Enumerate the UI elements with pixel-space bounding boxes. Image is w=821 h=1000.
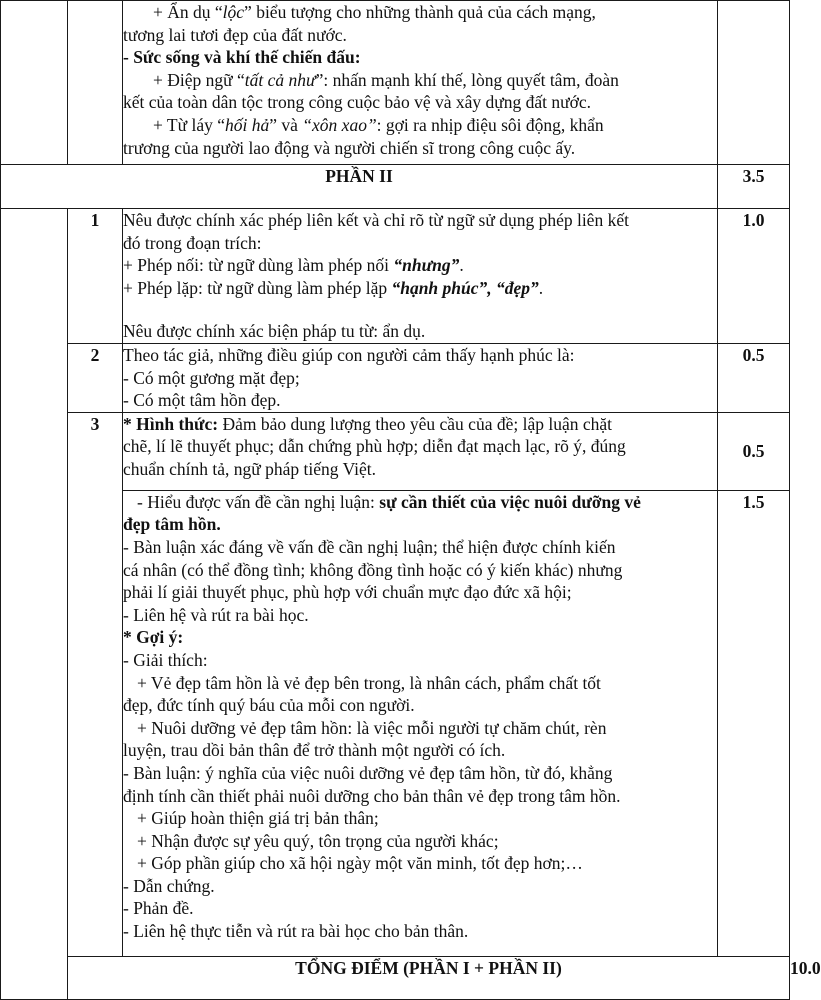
q2-line: Theo tác giả, những điều giúp con người cảm thấy hạnh phúc là: — [123, 345, 575, 365]
question-cell-empty — [68, 1, 123, 165]
q3-line: - Bàn luận xác đáng về vấn đề cần nghị luận; thể hiện được chính kiến — [123, 536, 616, 557]
q3-line: - Phản đề. — [123, 898, 194, 919]
q3-hint-heading: * Gợi ý: — [123, 627, 184, 648]
q3-line: + Nhận được sự yêu quý, tôn trọng của người khác; — [137, 830, 499, 851]
question-1-number: 1 — [68, 209, 123, 344]
question-3-form-row — [1, 412, 790, 490]
part1-tail-content — [123, 1, 718, 165]
anaphora-line: + Điệp ngữ “tất cả như”: nhấn mạnh khí thế, lòng quyết tâm, đoàn — [153, 69, 619, 90]
q1-conjunction-line: + Phép nối: từ ngữ dùng làm phép nối “nhưng”. — [123, 255, 464, 276]
metaphor-line-cont: tương lai tươi đẹp của đất nước. — [123, 24, 347, 45]
q3-line: phải lí giải thuyết phục, phù hợp với chuẩn mực đạo đức xã hội; — [123, 582, 572, 603]
q3-line: - Liên hệ và rút ra bài học. — [123, 604, 309, 625]
q3-line: + Vẻ đẹp tâm hồn là vẻ đẹp bên trong, là nhân cách, phẩm chất tốt — [137, 672, 601, 693]
q3-line: - Giải thích: — [123, 649, 208, 670]
total-row: TỔNG ĐIỂM (PHẦN I + PHẦN II) 10.0 — [1, 956, 790, 999]
metaphor-line: + Ẩn dụ “lộc” biểu tượng cho những thành quả của cách mạng, — [153, 2, 596, 22]
question-1-row — [1, 209, 790, 344]
q3-line: đẹp, đức tính quý báu của mỗi con người. — [123, 695, 415, 716]
question-1-content — [123, 209, 718, 344]
q3-line: + Góp phần giúp cho xã hội ngày một văn minh, tốt đẹp hơn;… — [137, 853, 583, 874]
q2-line: - Có một gương mặt đẹp; — [123, 367, 300, 388]
question-3-form-content — [123, 412, 718, 490]
q3-form-line: chẽ, lí lẽ thuyết phục; dẫn chứng phù hợp; diễn đạt mạch lạc, rõ ý, đúng — [123, 436, 626, 457]
q3-form-line: chuẩn chính tả, ngữ pháp tiếng Việt. — [123, 458, 377, 479]
question-3-number: 3 — [68, 412, 123, 956]
part-cell-empty — [1, 1, 68, 165]
q3-line: - Liên hệ thực tiễn và rút ra bài học cho bản thân. — [123, 921, 469, 942]
q3-issue-line-cont: đẹp tâm hồn. — [123, 514, 221, 535]
q3-line: định tính cần thiết phải nuôi dưỡng cho bản thân vẻ đẹp trong tâm hồn. — [123, 785, 621, 806]
q3-line: luyện, trau dồi bản thân để trở thành một người có ích. — [123, 740, 506, 761]
reduplicative-line: + Từ láy “hối hả” và “xôn xao”: gợi ra nhịp điệu sôi động, khẩn — [153, 114, 604, 135]
score-cell-empty — [718, 1, 790, 165]
anaphora-line-cont: kết của toàn dân tộc trong công cuộc bảo vệ và xây dựng đất nước. — [123, 92, 591, 113]
question-3-content-score: 1.5 — [718, 490, 790, 956]
question-2-row — [1, 344, 790, 413]
vitality-heading: - Sức sống và khí thế chiến đấu: — [123, 47, 361, 68]
question-2-content — [123, 344, 718, 413]
q2-line: - Có một tâm hồn đẹp. — [123, 390, 281, 411]
q3-line: cá nhân (có thể đồng tình; không đồng tình hoặc có ý kiến khác) nhưng — [123, 559, 623, 580]
q3-line: - Bàn luận: ý nghĩa của việc nuôi dưỡng vẻ đẹp tâm hồn, từ đó, khẳng — [123, 762, 613, 783]
q1-line: Nêu được chính xác biện pháp tu từ: ẩn dụ. — [123, 321, 426, 342]
question-3-content — [123, 490, 718, 956]
q3-line: - Dẫn chứng. — [123, 875, 215, 896]
q3-issue-line: - Hiểu được vấn đề cần nghị luận: sự cần thiết của việc nuôi dưỡng vẻ — [137, 491, 641, 512]
question-2-number: 2 — [68, 344, 123, 413]
part1-tail-row — [1, 1, 790, 165]
q1-repetition-line: + Phép lặp: từ ngữ dùng làm phép lặp “hạnh phúc”, “đẹp”. — [123, 277, 544, 298]
q3-form-line: * Hình thức: Đảm bảo dung lượng theo yêu cầu của đề; lập luận chặt — [123, 413, 612, 434]
part2-header-row — [1, 165, 790, 209]
q3-line: + Giúp hoàn thiện giá trị bản thân; — [137, 808, 379, 829]
q1-line: Nêu được chính xác phép liên kết và chỉ rõ từ ngữ sử dụng phép liên kết — [123, 210, 629, 230]
q1-line: đó trong đoạn trích: — [123, 232, 262, 253]
total-label: TỔNG ĐIỂM (PHẦN I + PHẦN II) — [68, 956, 790, 999]
part2-score: 3.5 — [718, 165, 790, 209]
reduplicative-line-cont: trương của người lao động và người chiến sĩ trong công cuộc ấy. — [123, 137, 576, 158]
question-2-score: 0.5 — [718, 344, 790, 413]
part2-title: PHẦN II — [1, 165, 718, 209]
q3-line: + Nuôi dưỡng vẻ đẹp tâm hồn: là việc mỗi người tự chăm chút, rèn — [137, 717, 607, 738]
part2-side-cell — [1, 209, 68, 1000]
question-1-score: 1.0 — [718, 209, 790, 344]
question-3-form-score: 0.5 — [718, 412, 790, 490]
